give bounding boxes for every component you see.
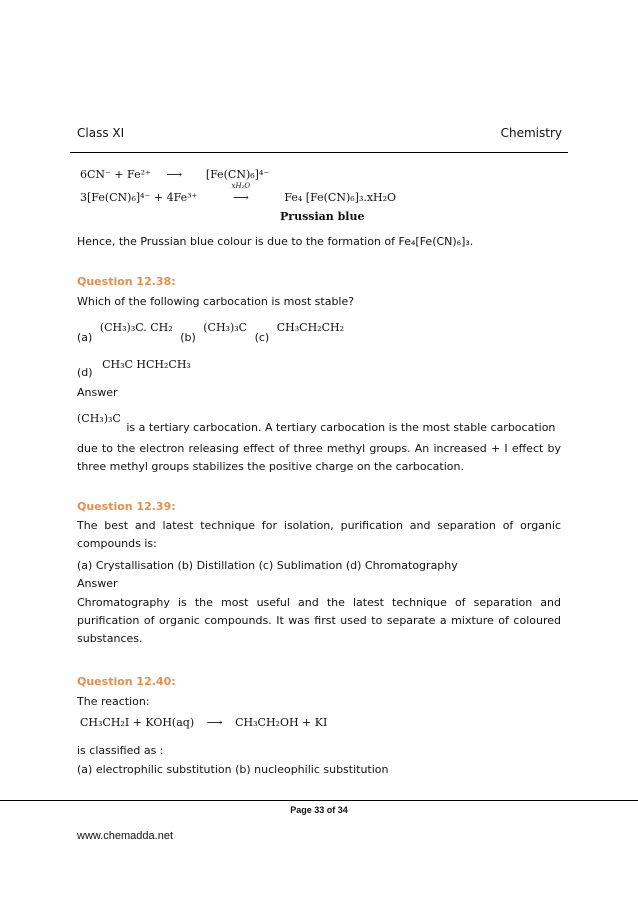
question-12-38-title: Question 12.38: [77, 275, 176, 288]
option-b-formula: (CH₃)₃C [203, 321, 248, 334]
header-class: Class XI [77, 126, 125, 140]
option-c-label: (c) [254, 331, 270, 344]
question-12-40-title: Question 12.40: [77, 675, 176, 688]
conclusion-text: Hence, the Prussian blue colour is due to the formation of Fe₄[Fe(CN)₆]₃. [77, 235, 474, 248]
prussian-blue-label: Prussian blue [280, 210, 365, 223]
question-12-40-prompt: The reaction: [77, 695, 150, 708]
question-12-39-options: (a) Crystallisation (b) Distillation (c) Sublimation (d) Chromatography [77, 559, 458, 572]
question-12-40-options: (a) electrophilic substitution (b) nucleophilic substitution [77, 763, 389, 776]
question-12-39-answer: Chromatography is the most useful and the latest technique of separation and purification of organic compounds. It was first used to separate a mixture of coloured substances. [77, 596, 561, 645]
question-12-38-answer-line-1 [77, 412, 561, 434]
answer-line-1-text: is a tertiary carbocation. A tertiary carbocation is the most stable carbocation [126, 421, 556, 434]
option-c-formula: CH₃CH₂CH₂ [276, 321, 344, 334]
reaction-2-arrow: xH₂O ⟶ [201, 191, 281, 204]
question-12-39-title: Question 12.39: [77, 500, 176, 513]
footer-url: www.chemadda.net [77, 830, 173, 842]
reaction-arrow: ⟶ [206, 716, 223, 729]
question-12-38-answer-label: Answer [77, 386, 118, 399]
option-a-label: (a) [77, 331, 93, 344]
question-12-38-option-d-row [77, 358, 191, 379]
header-subject: Chemistry [500, 126, 562, 140]
question-12-38-options-row [77, 321, 344, 344]
option-d-label: (d) [77, 366, 93, 379]
question-12-40-classified: is classified as : [77, 744, 164, 757]
reaction-1-lhs: 6CN⁻ + Fe²⁺ [80, 168, 151, 181]
option-a-formula: (CH₃)₃C. CH₂ [99, 321, 173, 334]
reaction-2-lhs: 3[Fe(CN)₆]⁴⁻ + 4Fe³⁺ [80, 191, 198, 204]
question-12-40-reaction [80, 716, 327, 729]
option-b-label: (b) [180, 331, 196, 344]
header-rule [70, 152, 568, 153]
question-12-39-answer-label: Answer [77, 577, 118, 590]
reaction-lhs: CH₃CH₂I + KOH(aq) [80, 716, 195, 729]
reaction-line-1 [80, 168, 269, 181]
question-12-38-prompt: Which of the following carbocation is most stable? [77, 295, 355, 308]
reaction-line-2 [80, 182, 397, 204]
question-12-39-prompt: The best and latest technique for isolation, purification and separation of organic compounds is: [77, 519, 561, 550]
reaction-rhs: CH₃CH₂OH + KI [235, 716, 328, 729]
reaction-2-arrow-label: xH₂O [231, 182, 251, 190]
reaction-1-arrow: ⟶ [166, 168, 183, 181]
option-d-formula: CH₃C HCH₂CH₃ [102, 358, 191, 371]
reaction-2-rhs: Fe₄ [Fe(CN)₆]₃.xH₂O [284, 191, 397, 204]
footer-page-number: Page 33 of 34 [290, 805, 348, 815]
question-12-38-answer-rest: due to the electron releasing effect of three methyl groups. An increased + I effect by three methyl groups stabilizes the positive charge on the carbocation. [77, 442, 561, 473]
footer-rule [0, 800, 638, 801]
answer-formula: (CH₃)₃C [77, 412, 121, 425]
reaction-1-rhs: [Fe(CN)₆]⁴⁻ [205, 168, 270, 181]
